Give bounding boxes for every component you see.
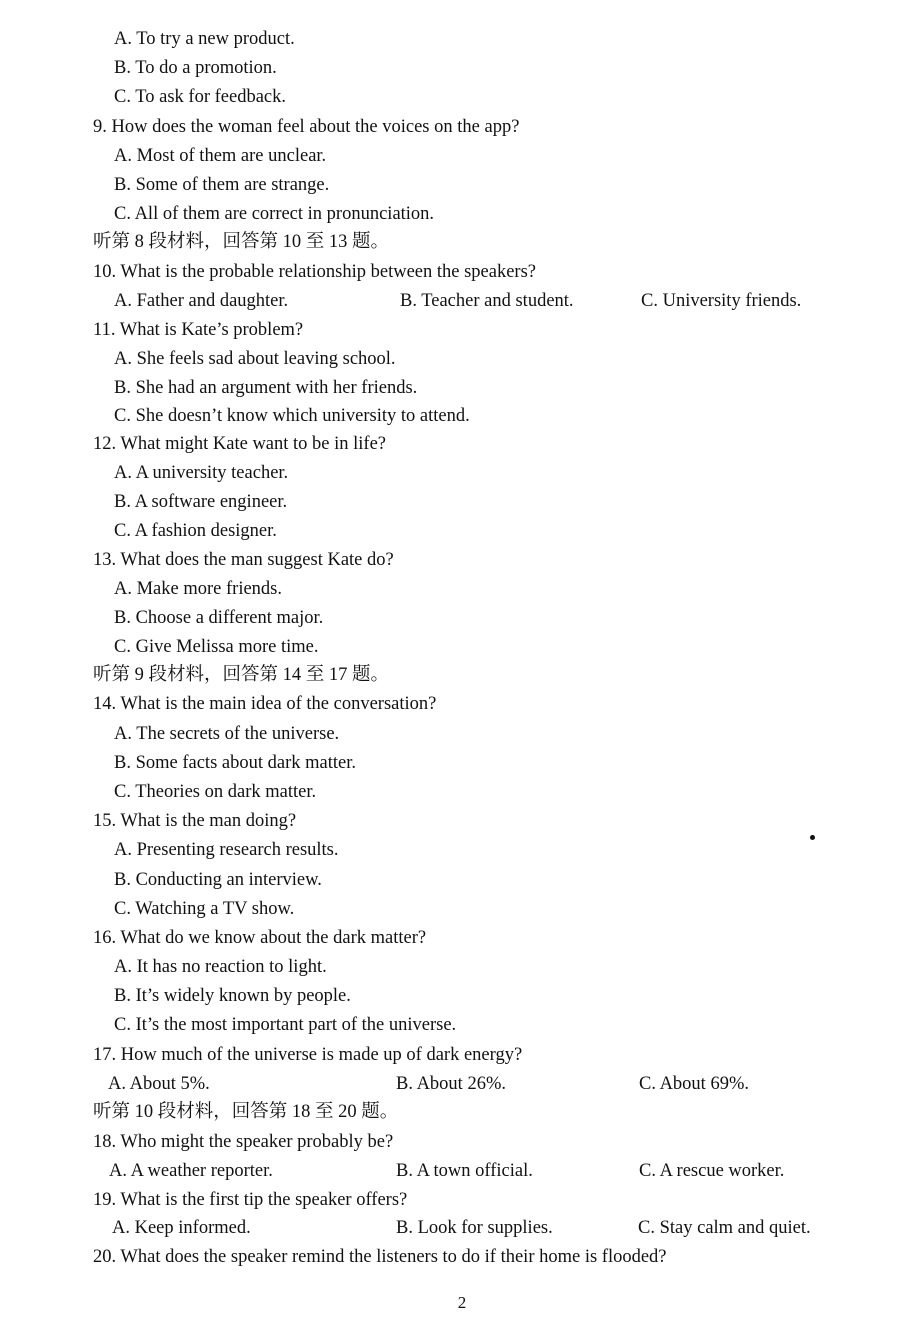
section-heading — [0, 1098, 900, 1127]
options-line — [0, 953, 900, 982]
question-line — [0, 807, 900, 836]
options-line — [0, 200, 900, 229]
question-line — [0, 258, 900, 287]
option-a: A. The secrets of the universe. — [114, 724, 340, 744]
options-line — [0, 982, 900, 1011]
section-heading-text: 听第 8 段材料，回答第 10 至 13 题。 — [93, 232, 390, 252]
question-line — [0, 546, 900, 575]
question-line — [0, 316, 900, 345]
question-text: 12. What might Kate want to be in life? — [93, 434, 387, 454]
question-line — [0, 924, 900, 953]
options-line — [0, 866, 900, 895]
option-a: A. Most of them are unclear. — [114, 146, 327, 166]
option-a: B. A software engineer. — [114, 492, 288, 512]
option-a: C. All of them are correct in pronunciation. — [114, 204, 435, 224]
option-a: C. To ask for feedback. — [114, 87, 287, 107]
option-a: A. It has no reaction to light. — [114, 957, 327, 977]
options-line — [0, 517, 900, 546]
option-a: B. Some facts about dark matter. — [114, 753, 356, 773]
options-line — [0, 142, 900, 171]
option-a: A. She feels sad about leaving school. — [114, 349, 396, 369]
options-line — [0, 633, 900, 662]
option-a: A. Father and daughter. — [114, 291, 289, 311]
option-a: C. Give Melissa more time. — [114, 637, 319, 657]
options-line — [0, 488, 900, 517]
question-line — [0, 690, 900, 719]
options-line — [0, 287, 900, 316]
question-line — [0, 430, 900, 459]
question-text: 14. What is the main idea of the conversation? — [93, 694, 437, 714]
options-line — [0, 83, 900, 112]
options-line — [0, 459, 900, 488]
options-line — [0, 720, 900, 749]
option-c: C. Stay calm and quiet. — [638, 1218, 811, 1238]
question-line — [0, 113, 900, 142]
option-a: C. Theories on dark matter. — [114, 782, 317, 802]
question-text: 18. Who might the speaker probably be? — [93, 1132, 394, 1152]
option-a: A. A weather reporter. — [109, 1161, 273, 1181]
options-line — [0, 778, 900, 807]
options-line — [0, 1070, 900, 1099]
question-text: 13. What does the man suggest Kate do? — [93, 550, 394, 570]
options-line — [0, 836, 900, 865]
question-text: 20. What does the speaker remind the listeners to do if their home is flooded? — [93, 1247, 667, 1267]
option-a: A. Keep informed. — [112, 1218, 251, 1238]
question-line — [0, 1243, 900, 1272]
options-line — [0, 1157, 900, 1186]
question-text: 19. What is the first tip the speaker offers? — [93, 1190, 408, 1210]
question-text: 11. What is Kate’s problem? — [93, 320, 304, 340]
section-heading-text: 听第 10 段材料，回答第 18 至 20 题。 — [93, 1102, 399, 1122]
option-a: A. A university teacher. — [114, 463, 289, 483]
section-heading — [0, 228, 900, 257]
section-heading — [0, 661, 900, 690]
question-text: 10. What is the probable relationship between the speakers? — [93, 262, 536, 282]
question-text: 15. What is the man doing? — [93, 811, 297, 831]
page-number: 2 — [457, 1293, 467, 1312]
option-a: A. Presenting research results. — [114, 840, 339, 860]
section-heading-text: 听第 9 段材料，回答第 14 至 17 题。 — [93, 665, 390, 685]
question-line — [0, 1128, 900, 1157]
options-line — [0, 1214, 900, 1243]
options-line — [0, 604, 900, 633]
options-line — [0, 345, 900, 374]
options-line — [0, 54, 900, 83]
option-c: C. About 69%. — [639, 1074, 749, 1094]
option-b: B. Teacher and student. — [400, 291, 574, 311]
option-b: B. A town official. — [396, 1161, 533, 1181]
options-line — [0, 171, 900, 200]
ink-speck — [810, 835, 815, 840]
options-line — [0, 895, 900, 924]
options-line — [0, 575, 900, 604]
question-text: 9. How does the woman feel about the voices on the app? — [93, 117, 520, 137]
option-b: B. Look for supplies. — [396, 1218, 553, 1238]
option-a: C. Watching a TV show. — [114, 899, 295, 919]
option-a: C. She doesn’t know which university to attend. — [114, 406, 470, 426]
options-line — [0, 25, 900, 54]
option-a: B. To do a promotion. — [114, 58, 277, 78]
question-text: 17. How much of the universe is made up of dark energy? — [93, 1045, 523, 1065]
question-line — [0, 1041, 900, 1070]
option-c: C. University friends. — [641, 291, 802, 311]
option-a: B. Conducting an interview. — [114, 870, 322, 890]
option-a: A. Make more friends. — [114, 579, 282, 599]
options-line — [0, 1011, 900, 1040]
options-line — [0, 749, 900, 778]
question-line — [0, 1186, 900, 1215]
option-b: B. About 26%. — [396, 1074, 506, 1094]
option-a: B. Some of them are strange. — [114, 175, 330, 195]
option-a: B. Choose a different major. — [114, 608, 324, 628]
option-a: A. To try a new product. — [114, 29, 295, 49]
option-a: A. About 5%. — [108, 1074, 210, 1094]
option-a: C. A fashion designer. — [114, 521, 277, 541]
option-c: C. A rescue worker. — [639, 1161, 785, 1181]
option-a: B. She had an argument with her friends. — [114, 378, 418, 398]
question-text: 16. What do we know about the dark matter? — [93, 928, 427, 948]
options-line — [0, 402, 900, 431]
option-a: C. It’s the most important part of the universe. — [114, 1015, 457, 1035]
options-line — [0, 374, 900, 403]
option-a: B. It’s widely known by people. — [114, 986, 351, 1006]
